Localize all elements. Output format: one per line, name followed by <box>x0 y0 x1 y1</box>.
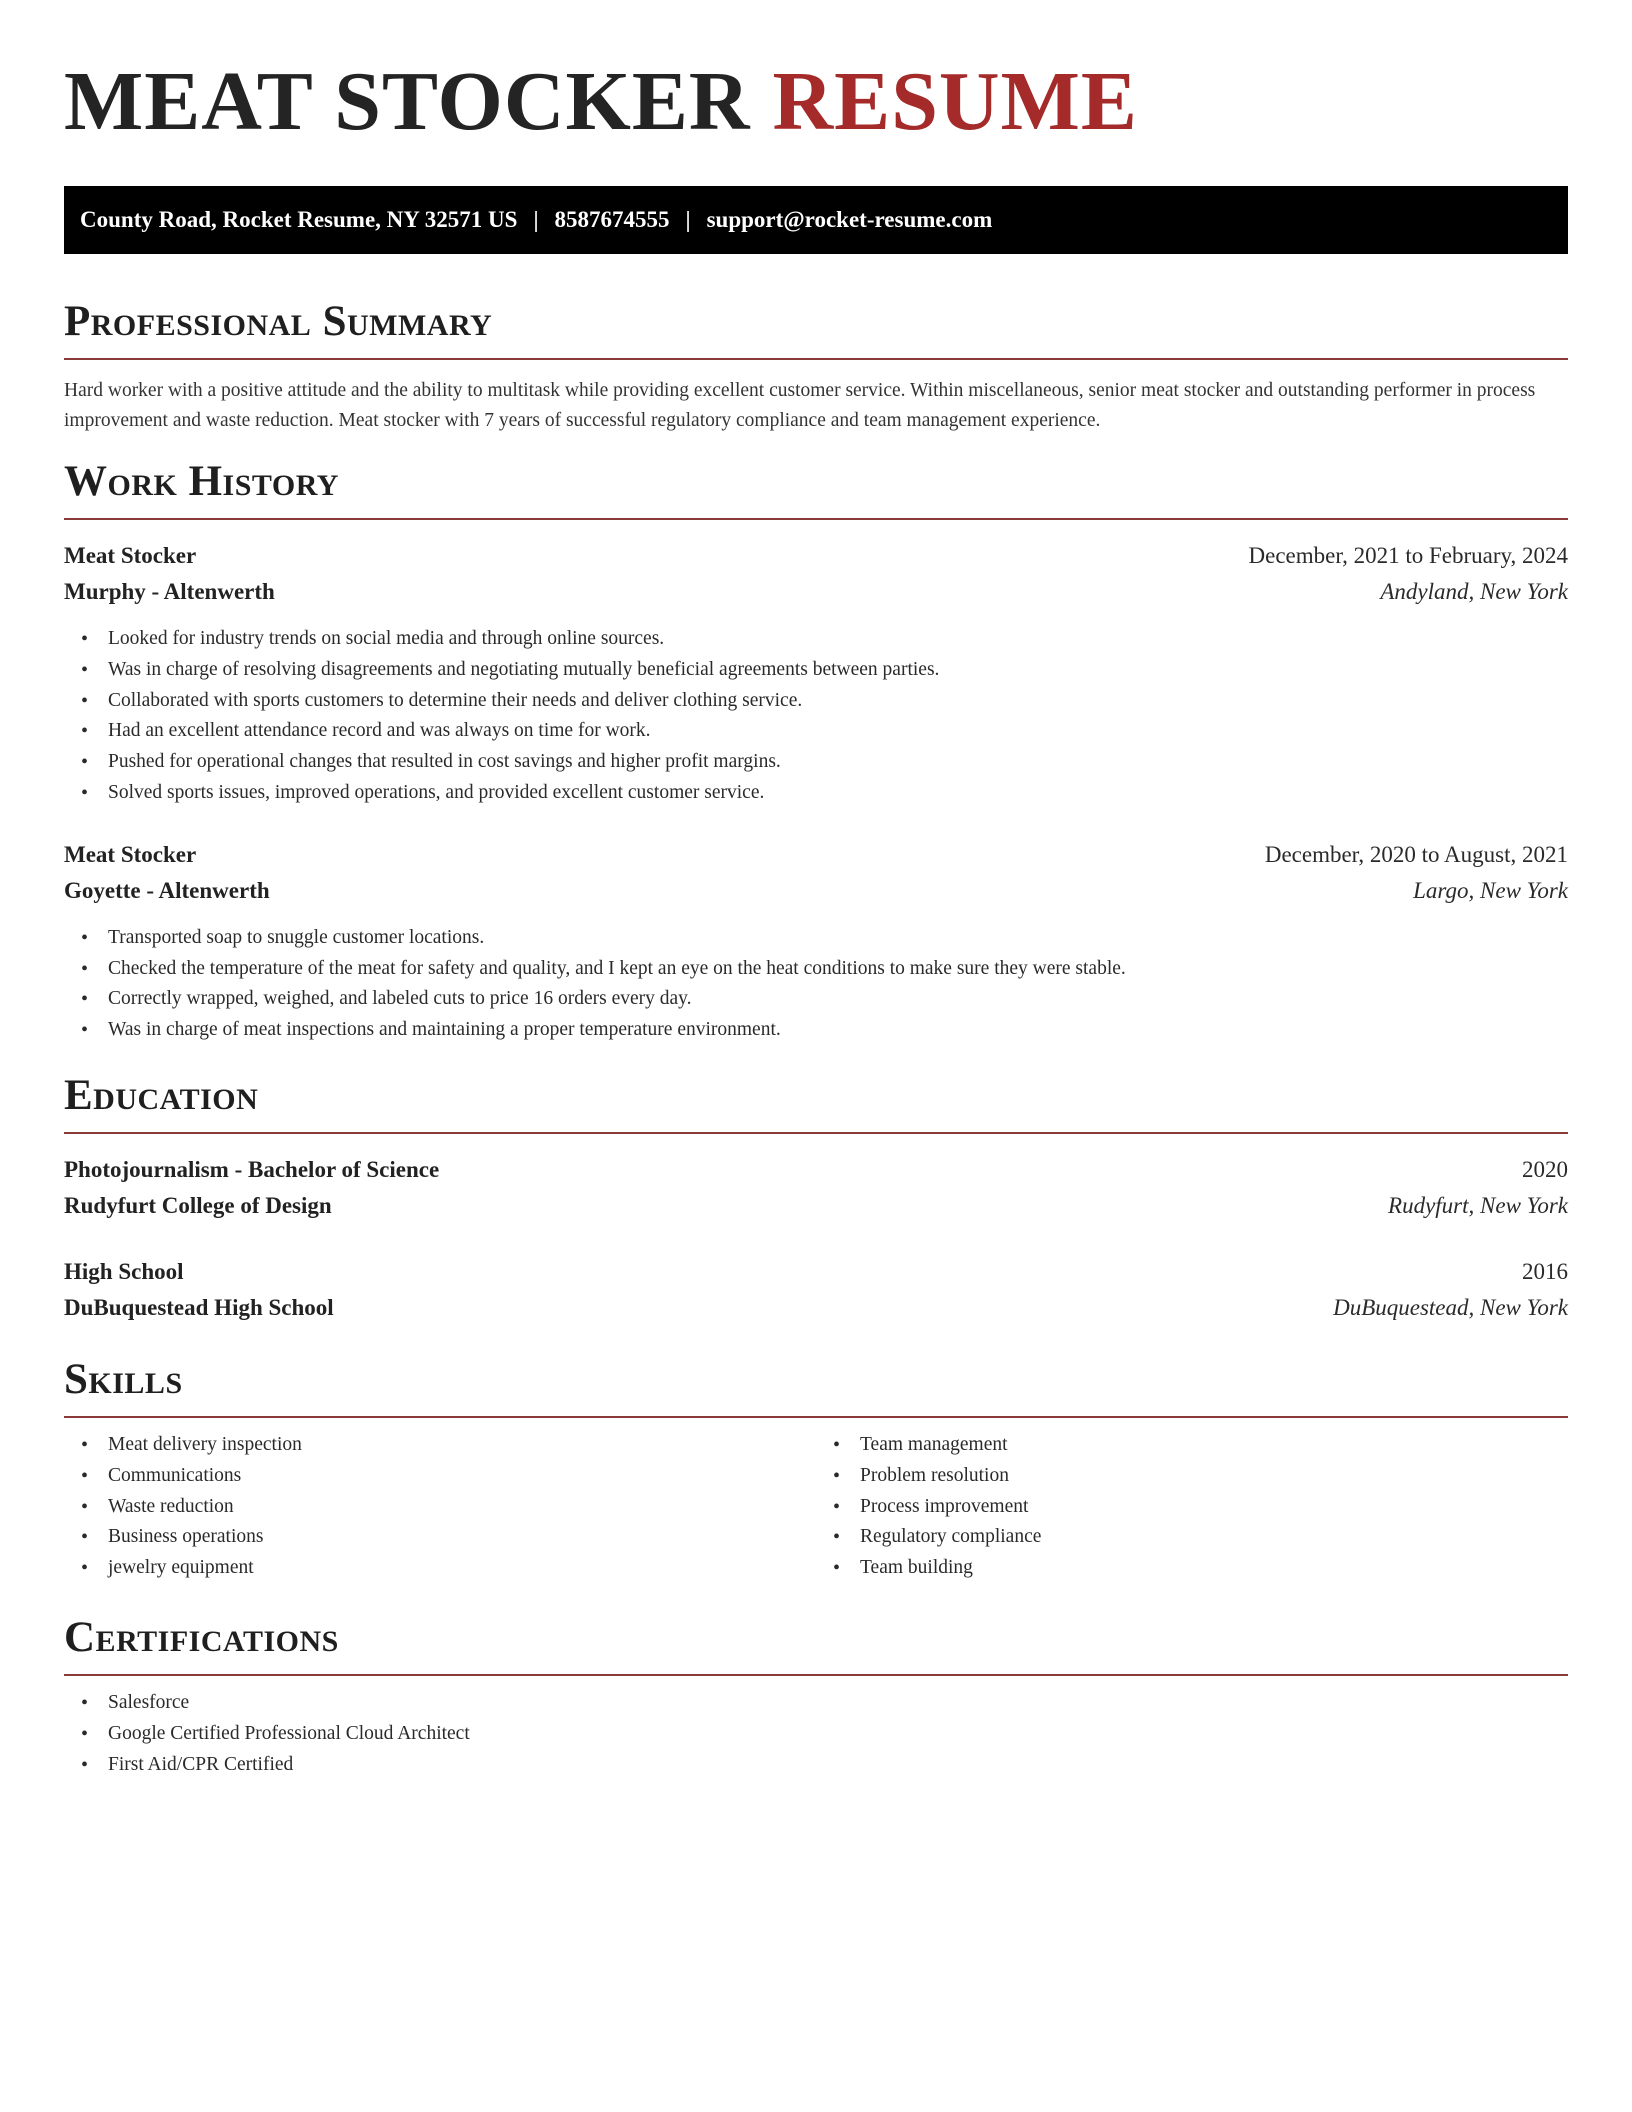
list-item: • First Aid/CPR Certified <box>108 1750 1568 1781</box>
job-dates: December, 2021 to February, 2024 <box>1248 543 1568 568</box>
list-item: • Checked the temperature of the meat for safety and quality, and I kept an eye on the heat conditions to make sure they were stable. <box>108 954 1568 985</box>
skills-section <box>64 1356 1568 1584</box>
education-year: 2020 <box>1522 1156 1568 1182</box>
education-school-row <box>64 1188 1568 1224</box>
job-header-row <box>64 837 1568 873</box>
education-location: DuBuquestead, New York <box>1333 1294 1568 1320</box>
job-company: Goyette - Altenwerth <box>64 877 270 903</box>
education-entry <box>64 1254 1568 1326</box>
list-item: • Looked for industry trends on social media and through online sources. <box>108 624 1568 655</box>
section-divider <box>64 1674 1568 1676</box>
list-item: • Communications <box>108 1461 816 1492</box>
list-item: • Team management <box>860 1430 1568 1461</box>
list-item: • jewelry equipment <box>108 1553 816 1584</box>
list-item: • Salesforce <box>108 1688 1568 1719</box>
list-item: • Google Certified Professional Cloud Architect <box>108 1719 1568 1750</box>
contact-address: County Road, Rocket Resume, NY 32571 US <box>80 207 518 232</box>
section-divider <box>64 518 1568 520</box>
list-item: • Had an excellent attendance record and was always on time for work. <box>108 716 1568 747</box>
education-degree: High School <box>64 1258 184 1284</box>
list-item: • Regulatory compliance <box>860 1522 1568 1553</box>
education-year: 2016 <box>1522 1258 1568 1284</box>
skills-list-left <box>64 1430 816 1584</box>
education-location: Rudyfurt, New York <box>1388 1192 1568 1218</box>
job-location: Largo, New York <box>1413 877 1568 903</box>
work-history-section <box>64 458 1568 1046</box>
job-dates: December, 2020 to August, 2021 <box>1264 841 1568 867</box>
job-entry <box>64 538 1568 809</box>
list-item: • Was in charge of meat inspections and maintaining a proper temperature environment. <box>108 1015 1568 1046</box>
education-section <box>64 1072 1568 1326</box>
education-heading: Education <box>64 1071 259 1119</box>
education-degree-row <box>64 1152 1568 1188</box>
title-accent: RESUME <box>772 55 1138 148</box>
title-main: MEAT STOCKER <box>64 55 751 148</box>
summary-heading: Professional Summary <box>64 298 493 345</box>
education-degree: Photojournalism - Bachelor of Science <box>64 1156 440 1182</box>
job-title: Meat Stocker <box>64 543 197 568</box>
list-item: • Collaborated with sports customers to determine their needs and deliver clothing service. <box>108 686 1568 717</box>
section-divider <box>64 358 1568 360</box>
list-item: • Process improvement <box>860 1492 1568 1523</box>
list-item: • Was in charge of resolving disagreements and negotiating mutually beneficial agreements between parties. <box>108 655 1568 686</box>
list-item: • Solved sports issues, improved operations, and provided excellent customer service. <box>108 778 1568 809</box>
contact-separator: | <box>685 207 691 232</box>
job-company-row <box>64 873 1568 909</box>
job-header-row <box>64 538 1568 574</box>
list-item: • Meat delivery inspection <box>108 1430 816 1461</box>
certifications-section <box>64 1614 1568 1780</box>
contact-bar <box>64 186 1568 254</box>
summary-section <box>64 298 1568 436</box>
job-company-row <box>64 574 1568 610</box>
education-degree-row <box>64 1254 1568 1290</box>
summary-text: Hard worker with a positive attitude and the ability to multitask while providing excellent customer service. Within miscellaneous, senior meat stocker and outstanding performer in process improvement and waste reduction. Meat stocker with 7 years of successful regulatory compliance and team management experience. <box>64 380 1536 431</box>
job-entry <box>64 837 1568 1046</box>
list-item: • Pushed for operational changes that resulted in cost savings and higher profit margins. <box>108 747 1568 778</box>
education-school: DuBuquestead High School <box>64 1294 334 1320</box>
certifications-list <box>64 1688 1568 1780</box>
education-entry <box>64 1152 1568 1224</box>
job-location: Andyland, New York <box>1380 579 1568 604</box>
list-item: • Correctly wrapped, weighed, and labeled cuts to price 16 orders every day. <box>108 984 1568 1015</box>
list-item: • Business operations <box>108 1522 816 1553</box>
resume-title <box>64 0 1568 148</box>
contact-separator: | <box>533 207 539 232</box>
job-title: Meat Stocker <box>64 841 197 867</box>
job-duties-list <box>64 624 1568 809</box>
work-history-heading: Work History <box>64 458 339 505</box>
list-item: • Problem resolution <box>860 1461 1568 1492</box>
contact-email: support@rocket-resume.com <box>706 207 993 232</box>
job-company: Murphy - Altenwerth <box>64 579 275 604</box>
contact-phone: 8587674555 <box>554 207 670 232</box>
skills-list-right <box>816 1430 1568 1584</box>
skills-heading: Skills <box>64 1355 183 1403</box>
education-school-row <box>64 1290 1568 1326</box>
list-item: • Team building <box>860 1553 1568 1584</box>
education-school: Rudyfurt College of Design <box>64 1192 332 1218</box>
job-duties-list <box>64 923 1568 1046</box>
list-item: • Waste reduction <box>108 1492 816 1523</box>
certifications-heading: Certifications <box>64 1613 339 1661</box>
skills-columns <box>64 1418 1568 1584</box>
section-divider <box>64 1132 1568 1134</box>
list-item: • Transported soap to snuggle customer locations. <box>108 923 1568 954</box>
